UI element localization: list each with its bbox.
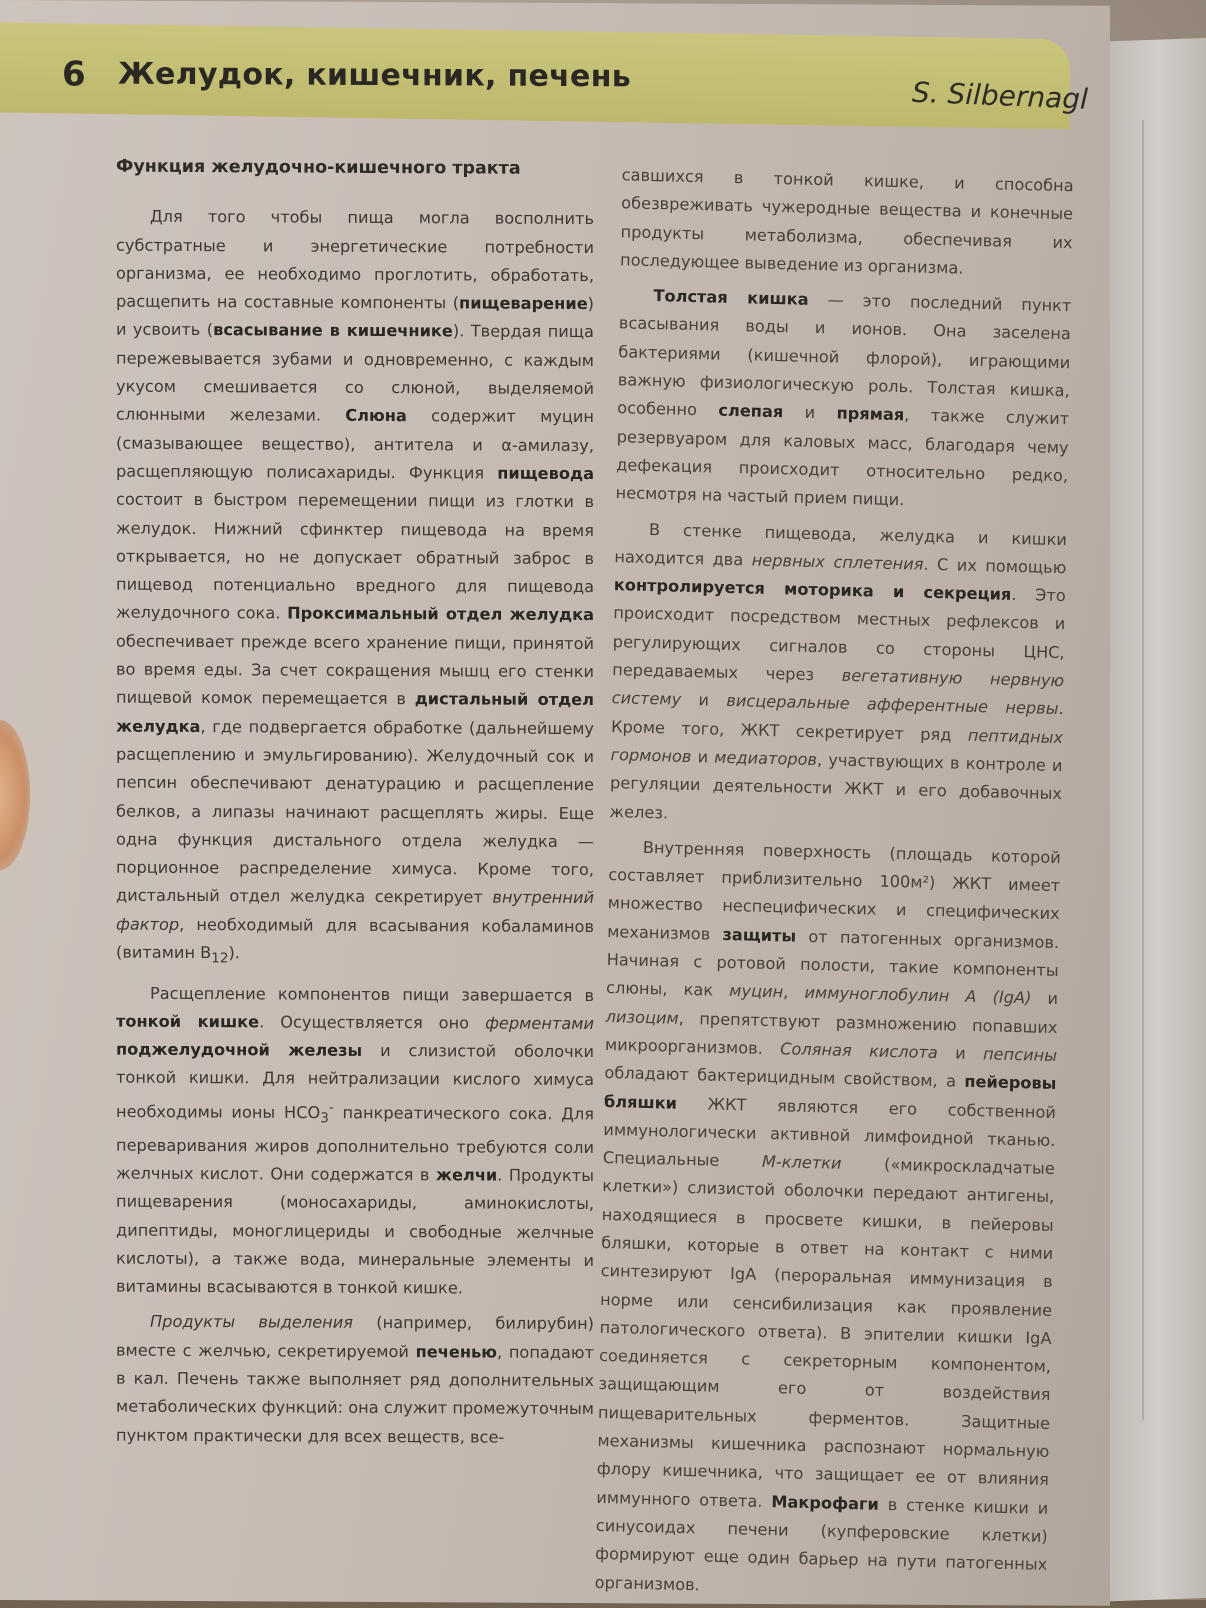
chapter-title: Желудок, кишечник, печень	[118, 56, 631, 95]
paragraph: Толстая кишка — это последний пункт всасывания воды и ионов. Она заселена бактериями (кишечной флорой), играющими важную физиологическую роль. Толстая кишка, особенно слепая и прямая, также служит резервуаром для каловых масс, благодаря чему дефекация происходит относительно редко, несмотря на частый прием пищи.	[615, 286, 1072, 510]
paragraph: савшихся в тонкой кишке, и способна обезвреживать чужеродные вещества и конечные продукты метаболизма, обеспечивая их последующее выведение из организма.	[619, 165, 1074, 278]
paragraph: Внутренняя поверхность (площадь которой составляет приблизительно 100м²) ЖКТ имеет множество неспецифических и специфических механизмов защиты от патогенных организмов. Начиная с ротовой полости, такие компоненты слюны, как муцин, иммуноглобулин А (IgA) и лизоцим, препятствуют размножению попавших микроорганизмов. Соляная кислота и пепсины обладают бактерицидным свойством, а пейеровы бляшки ЖКТ являются его собственной иммунологически активной лимфоидной тканью. Специальные М-клетки («микроскладчатые клетки») слизистой оболочки передают антигены, находящиеся в просвете кишки, в пейеровы бляшки, которые в ответ на контакт с ними синтезируют IgA (пероральная иммунизация в норме или сенсибилизация как проявление патологического ответа). В эпителии кишки IgA соединяется с секреторным компонентом, защищающим его от воздействия пищеварительных ферментов. Защитные механизмы кишечника распознают нормальную флору кишечника, что защищает ее от влияния иммунного ответа. Макрофаги в стенке кишки и синусоидах печени (купферовские клетки) формируют еще один барьер на пути патогенных организмов.	[594, 837, 1061, 1594]
left-column	[116, 153, 594, 1452]
chapter-number: 6	[62, 54, 86, 95]
right-column	[594, 161, 1073, 1607]
section-title: Функция желудочно-кишечного тракта	[116, 156, 521, 179]
paragraph: Расщепление компонентов пищи завершается в тонкой кишке. Осуществляется оно ферментами поджелудочной железы и слизистой оболочки тонкой кишки. Для нейтрализации кислого химуса необходимы ионы $HCO_3^-$ панкреатического сока. Для переваривания жиров дополнительно требуются соли желчных кислот. Они содержатся в желчи. Продукты пищеварения (моносахариды, аминокислоты, дипептиды, моноглицериды и свободные желчные кислоты), а также вода, минеральные элементы и витамины всасываются в тонкой кишке.	[116, 983, 595, 1298]
paragraph: В стенке пищевода, желудка и кишки находится два нервных сплетения. С их помощью контролируется моторика и секреция. Это происходит посредством местных рефлексов и регулирующих сигналов со стороны ЦНС, передаваемых через вегетативную нервную систему и висцеральные афферентные нервы. Кроме того, ЖКТ секретирует ряд пептидных гормонов и медиаторов, участвующих в контроле и регуляции деятельности ЖКТ и его добавочных желез.	[609, 519, 1068, 823]
paragraph: Продукты выделения (например, билирубин) вместе с желчью, секретируемой печенью, попадают в кал. Печень также выполняет ряд дополнительных метаболических функций: она служит промежуточным пунктом практически для всех веществ, все-	[116, 1312, 594, 1447]
adjacent-page-margin-line	[1142, 119, 1184, 1420]
paragraph: Для того чтобы пища могла восполнить субстратные и энергетические потребности организма, ее необходимо проглотить, обработать, расщепить на составные компоненты (пищеварение) и усвоить (всасывание в кишечнике). Твердая пища пережевывается зубами и одновременно, с каждым укусом смешивается со слюной, выделяемой слюнными железами. Слюна содержит муцин (смазывающее вещество), антитела и α-амилазу, расщепляющую полисахариды. Функция пищевода состоит в быстром перемещении пищи из глотки в желудок. Нижний сфинктер пищевода на время открывается, но не допускает обратный заброс в пищевод потенциально вредного для пищевода желудочного сока. Проксимальный отдел желудка обеспечивает прежде всего хранение пищи, принятой во время еды. За счет сокращения мышц его стенки пищевой комок перемещается в дистальный отдел желудка, где подвергается обработке (дальнейшему расщеплению и эмульгированию). Желудочный сок и пепсин обеспечивают денатурацию и расщепление белков, а липазы начинают расщеплять жиры. Еще одна функция дистального отдела желудка — порционное распределение химуса. Кроме того, дистальный отдел желудка секретирует внутренний фактор, необходимый для всасывания кобаламинов (витамин $B_{12}$).	[116, 207, 594, 967]
chapter-author: S. Silbernagl	[911, 75, 1089, 116]
